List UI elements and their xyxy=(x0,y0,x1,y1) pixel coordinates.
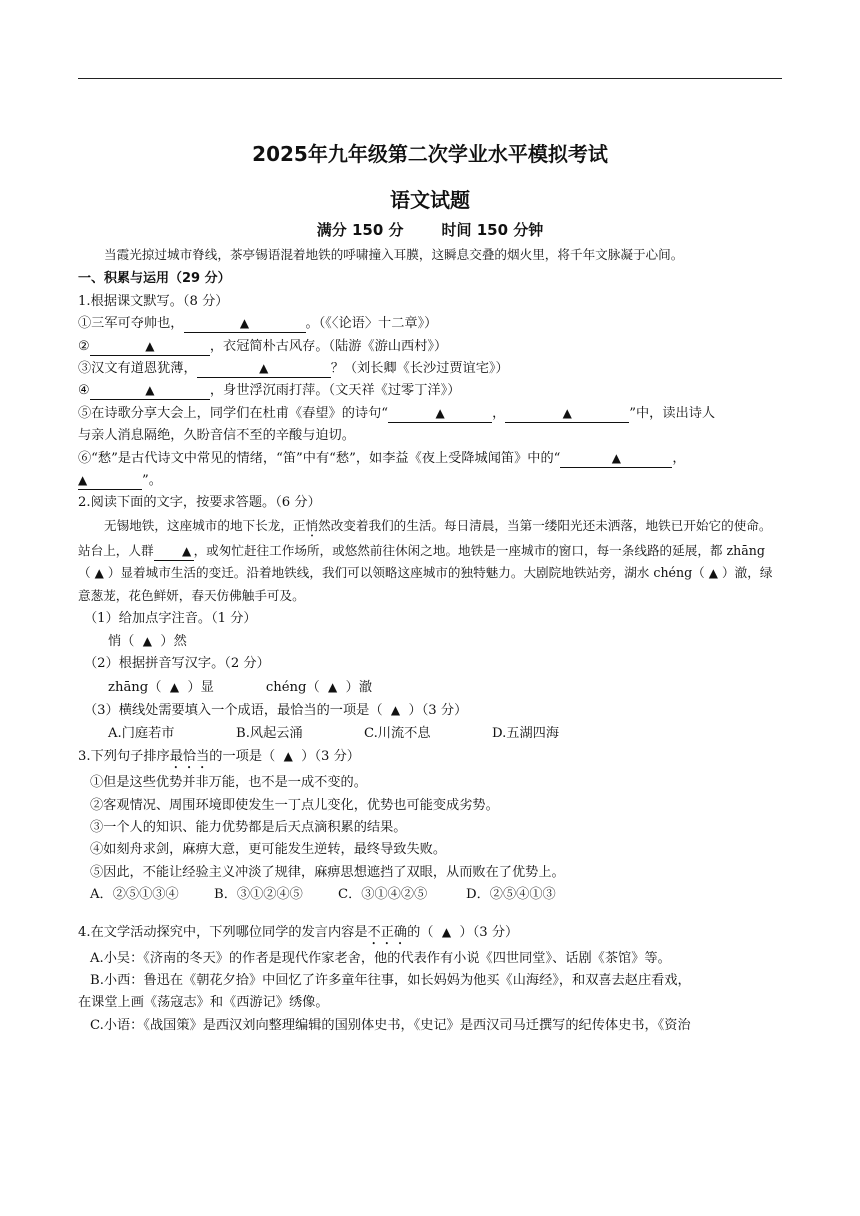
q2-sub1-answer: 悄（ ▲ ）然 xyxy=(108,634,187,650)
q3-options xyxy=(78,884,782,906)
q1-item-4: ④ ▲ ，身世浮沉雨打萍。（文天祥《过零丁洋》） xyxy=(78,383,461,399)
triangle-icon: ▲ xyxy=(181,543,192,558)
q3-item: ①但是这些优势并非万能，也不是一成不变的。 xyxy=(90,775,367,791)
q2-stem: 2.阅读下面的文字，按要求答题。（6 分） xyxy=(78,495,321,511)
q2-sub3-options xyxy=(78,723,782,745)
answer-blank[interactable] xyxy=(90,382,210,400)
triangle-icon: ▲ xyxy=(78,473,88,488)
option-b[interactable]: B.风起云涌 xyxy=(236,725,303,741)
full-score: 满分 150 分 xyxy=(316,221,404,239)
triangle-icon: ▲ xyxy=(259,361,269,376)
exam-time: 时间 150 分钟 xyxy=(441,221,544,239)
triangle-icon: ▲ xyxy=(145,383,155,398)
header-rule xyxy=(78,78,782,79)
option-c[interactable]: C．③①④②⑤ xyxy=(338,887,428,903)
q4-stem: 4.在文学活动探究中，下列哪位同学的发言内容是不正确的（ ▲ ）（3 分） xyxy=(78,924,519,940)
answer-blank[interactable] xyxy=(78,472,142,490)
q1-item-5-cont: 与亲人消息隔绝，久盼音信不至的辛酸与迫切。 xyxy=(78,428,355,444)
exam-subject: 语文试题 xyxy=(390,188,470,212)
q2-sub2-stem: （2）根据拼音写汉字。（2 分） xyxy=(84,656,270,672)
triangle-icon: ▲ xyxy=(611,450,621,465)
triangle-icon: ▲ xyxy=(441,924,452,939)
triangle-icon: ▲ xyxy=(142,634,152,649)
q1-stem: 1.根据课文默写。（8 分） xyxy=(78,293,229,309)
option-b[interactable]: B．③①②④⑤ xyxy=(214,887,303,903)
answer-blank[interactable] xyxy=(184,315,306,333)
q4-option-c[interactable]: C.小语：《战国策》是西汉刘向整理编辑的国别体史书，《史记》是西汉司马迁撰写的纪传体史书，《资治 xyxy=(90,1017,691,1033)
answer-blank[interactable] xyxy=(560,450,672,468)
answer-blank[interactable] xyxy=(197,360,331,378)
triangle-icon: ▲ xyxy=(169,679,180,694)
dotted-text: 不正确 xyxy=(367,924,408,940)
option-d[interactable]: D．②⑤④①③ xyxy=(466,887,556,903)
answer-blank[interactable] xyxy=(90,338,210,356)
q1-item-6-cont: ▲ ”。 xyxy=(78,473,162,489)
triangle-icon: ▲ xyxy=(94,566,104,581)
triangle-icon: ▲ xyxy=(328,679,338,694)
exam-body xyxy=(78,244,782,1037)
q4-option-b[interactable]: B.小西：鲁迅在《朝花夕拾》中回忆了许多童年往事，如长妈妈为他买《山海经》，和双喜去赵庄看戏， xyxy=(90,972,691,988)
exam-title: 2025年九年级第二次学业水平模拟考试 xyxy=(252,142,608,166)
q2-sub3-stem: （3）横线处需要填入一个成语，最恰当的一项是（ ▲ ）（3 分） xyxy=(84,703,468,719)
exam-meta xyxy=(0,219,860,240)
q4-option-a[interactable]: A.小吴：《济南的冬天》的作者是现代作家老舍，他的代表作有小说《四世同堂》、话剧《茶馆》等。 xyxy=(90,950,671,966)
option-d[interactable]: D.五湖四海 xyxy=(492,725,560,741)
dotted-char: 悄 xyxy=(305,517,319,533)
answer-blank[interactable] xyxy=(154,543,194,561)
q4-option-b-cont: 在课堂上画《荡寇志》和《西游记》绣像。 xyxy=(78,995,329,1011)
q3-item: ③一个人的知识、能力优势都是后天点滴积累的结果。 xyxy=(90,819,407,835)
option-c[interactable]: C.川流不息 xyxy=(364,725,431,741)
triangle-icon: ▲ xyxy=(390,703,401,718)
q3-item: ⑤因此，不能让经验主义冲淡了规律，麻痹思想遮挡了双眼，从而败在了优势上。 xyxy=(90,864,565,880)
option-a[interactable]: A．②⑤①③④ xyxy=(90,887,179,903)
q1-item-1: ①三军可夺帅也， ▲ 。（《〈论语〉十二章》） xyxy=(78,316,438,332)
triangle-icon: ▲ xyxy=(708,566,719,581)
q1-item-6: ⑥“愁”是古代诗文中常见的情绪，“笛”中有“愁”，如李益《夜上受降城闻笛》中的“ ▲ ， xyxy=(78,450,686,466)
triangle-icon: ▲ xyxy=(435,405,445,420)
q2-sub2-answer: zhāng（ ▲ ）显 chéng（ ▲ ）澈 xyxy=(108,679,373,695)
q1-item-3: ③汉文有道恩犹薄， ▲ ？（刘长卿《长沙过贾谊宅》） xyxy=(78,361,509,377)
triangle-icon: ▲ xyxy=(562,405,572,420)
q2-sub1-stem: （1）给加点字注音。（1 分） xyxy=(84,610,257,626)
section-heading: 一、积累与运用（29 分） xyxy=(78,271,231,287)
answer-blank[interactable] xyxy=(505,405,629,423)
q3-stem: 3.下列句子排序最恰当的一项是（ ▲ ）（3 分） xyxy=(78,749,360,765)
triangle-icon: ▲ xyxy=(283,749,293,764)
q1-item-5: ⑤在诗歌分享大会上，同学们在杜甫《春望》的诗句“ ▲ ， ▲ ”中，读出诗人 xyxy=(78,405,716,421)
option-a[interactable]: A.门庭若市 xyxy=(108,725,175,741)
q3-item: ②客观情况、周围环境即使发生一丁点儿变化，优势也可能变成劣势。 xyxy=(90,797,499,813)
intro-text: 当霞光掠过城市脊线，茶亭锡语混着地铁的呼啸撞入耳膜，这瞬息交叠的烟火里，将千年文脉凝于心间。 xyxy=(104,247,684,262)
q3-item: ④如刻舟求剑，麻痹大意，更可能发生逆转，最终导致失败。 xyxy=(90,842,447,858)
triangle-icon: ▲ xyxy=(145,338,155,353)
q2-passage: 无锡地铁，这座城市的地下长龙，正悄然改变着我们的生活。每日清晨，当第一缕阳光还未洒落，地铁已开始它的使命。站台上，人群 ▲ ，或匆忙赶往工作场所，或悠然前往休闲之地。地铁是一座城市的窗口，每一条线路的延展，都 zhāng（ ▲ ）显着城市生活的变迁。沿着地铁线，我们可以领略这座城市的独特魅力。大剧院地铁站旁，湖水 chéng（ ▲ ）澈，绿意葱茏，花色鲜妍，春天仿佛触手可及。 xyxy=(78,517,773,604)
q1-item-2: ② ▲ ，衣冠简朴古风存。（陆游《游山西村》） xyxy=(78,338,448,354)
triangle-icon: ▲ xyxy=(239,316,250,331)
dotted-text: 最恰当 xyxy=(169,749,210,765)
answer-blank[interactable] xyxy=(388,405,492,423)
